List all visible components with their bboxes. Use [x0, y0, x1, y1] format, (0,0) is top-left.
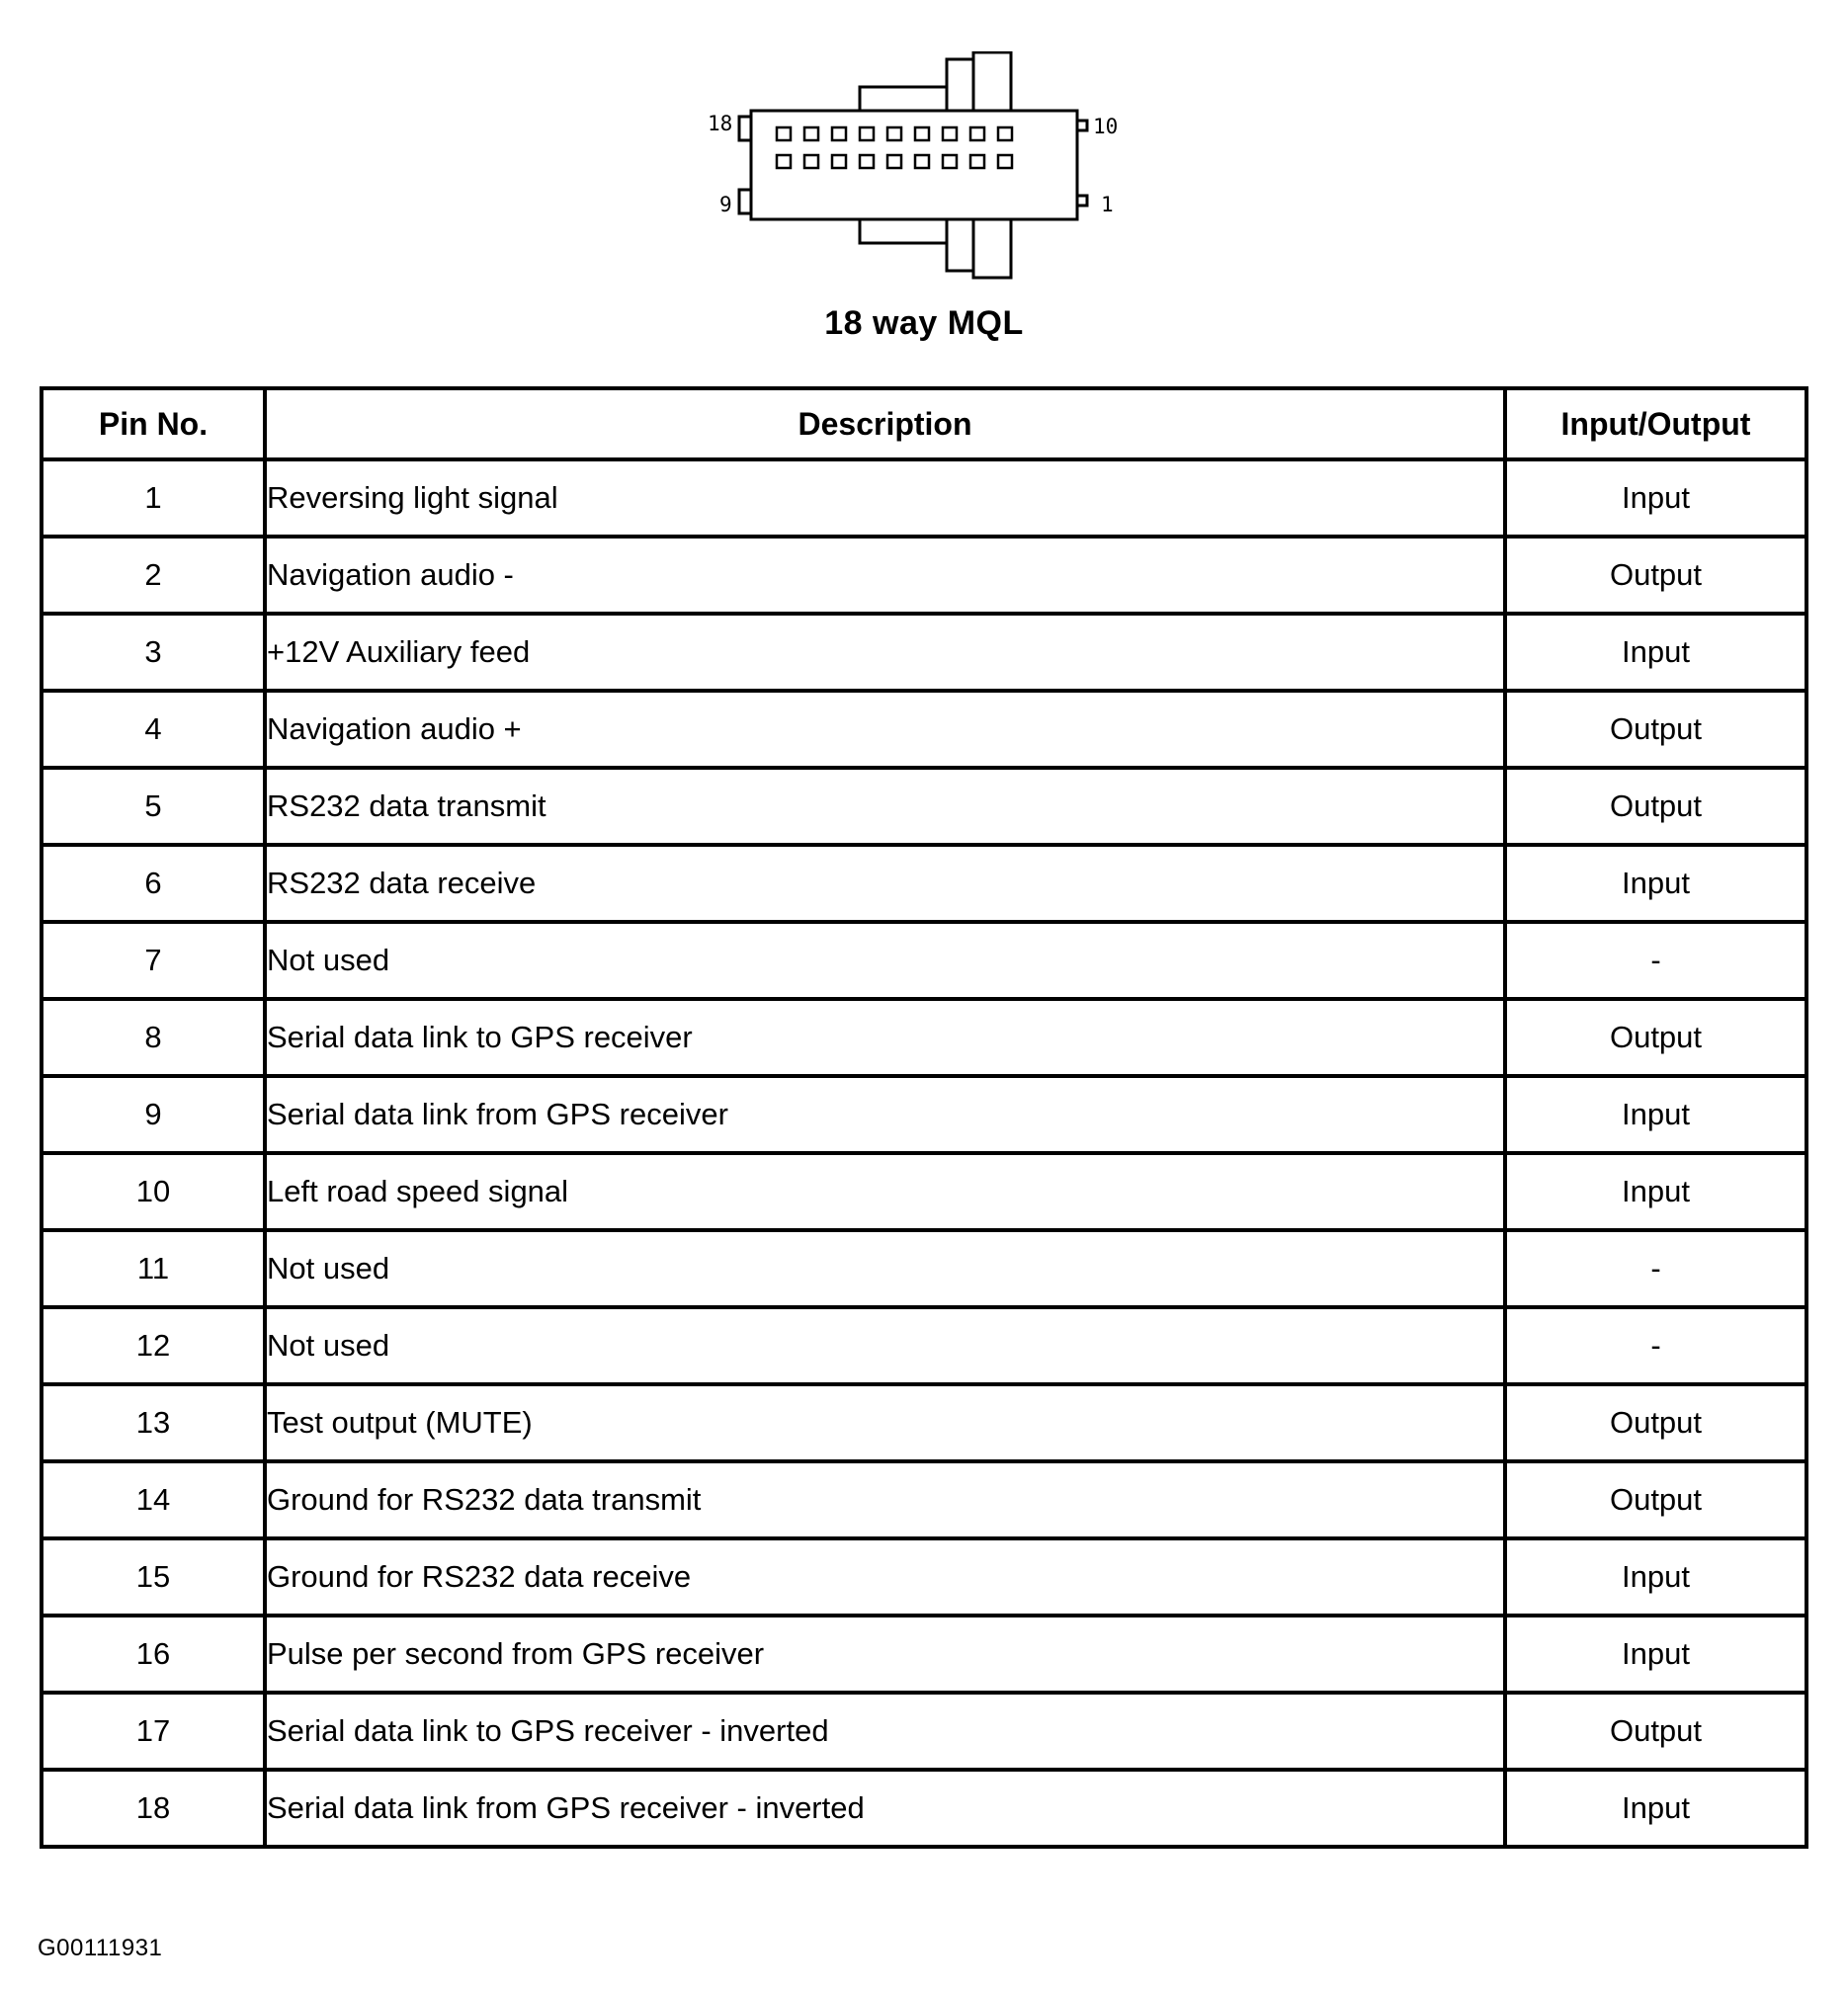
pinout-table — [40, 386, 1808, 1849]
table-header-row — [42, 388, 1806, 459]
description-cell: Navigation audio + — [265, 691, 1505, 768]
description-cell: RS232 data transmit — [265, 768, 1505, 845]
pin-no-cell: 3 — [42, 614, 265, 691]
connector-drawing — [692, 51, 1156, 289]
table-row — [42, 922, 1806, 999]
pin-no-cell: 16 — [42, 1616, 265, 1693]
pinout-table-body — [42, 459, 1806, 1847]
pin-no-cell: 11 — [42, 1230, 265, 1307]
table-row — [42, 845, 1806, 922]
pin-no-cell: 1 — [42, 459, 265, 537]
header-description: Description — [265, 388, 1505, 459]
connector-pin-cavity — [915, 127, 929, 140]
description-cell: Test output (MUTE) — [265, 1384, 1505, 1461]
input-output-cell: Input — [1505, 459, 1806, 537]
input-output-cell: Output — [1505, 1693, 1806, 1770]
table-row — [42, 1461, 1806, 1538]
connector-pin-cavity — [998, 127, 1012, 140]
description-cell: RS232 data receive — [265, 845, 1505, 922]
pin-no-cell: 8 — [42, 999, 265, 1076]
input-output-cell: Output — [1505, 1384, 1806, 1461]
pin-no-cell: 10 — [42, 1153, 265, 1230]
connector-left-latch-top — [739, 117, 751, 140]
input-output-cell: Input — [1505, 845, 1806, 922]
description-cell: Serial data link to GPS receiver - inverted — [265, 1693, 1505, 1770]
table-row — [42, 1076, 1806, 1153]
connector-label-bottom-left: 9 — [719, 193, 732, 216]
table-row — [42, 1230, 1806, 1307]
input-output-cell: Output — [1505, 768, 1806, 845]
description-cell: Serial data link to GPS receiver — [265, 999, 1505, 1076]
input-output-cell: - — [1505, 1307, 1806, 1384]
connector-pin-cavity — [832, 155, 846, 168]
connector-pin-cavity — [804, 155, 818, 168]
connector-pin-cavity — [832, 127, 846, 140]
pin-no-cell: 5 — [42, 768, 265, 845]
input-output-cell: Input — [1505, 1076, 1806, 1153]
connector-pin-cavity — [887, 127, 901, 140]
input-output-cell: - — [1505, 922, 1806, 999]
table-row — [42, 614, 1806, 691]
table-row — [42, 537, 1806, 614]
pin-no-cell: 17 — [42, 1693, 265, 1770]
connector-pin-cavity — [915, 155, 929, 168]
description-cell: Not used — [265, 1230, 1505, 1307]
input-output-cell: Input — [1505, 1538, 1806, 1616]
description-cell: Ground for RS232 data receive — [265, 1538, 1505, 1616]
connector-top-tab-large — [973, 52, 1011, 113]
input-output-cell: Input — [1505, 1770, 1806, 1847]
table-row — [42, 768, 1806, 845]
input-output-cell: Output — [1505, 691, 1806, 768]
description-cell: Not used — [265, 1307, 1505, 1384]
pin-no-cell: 14 — [42, 1461, 265, 1538]
description-cell: Serial data link from GPS receiver — [265, 1076, 1505, 1153]
connector-label-top-right: 10 — [1093, 115, 1119, 138]
connector-diagram — [0, 0, 1848, 289]
connector-label-top-left: 18 — [708, 112, 733, 135]
table-row — [42, 1538, 1806, 1616]
header-input-output: Input/Output — [1505, 388, 1806, 459]
pin-no-cell: 12 — [42, 1307, 265, 1384]
table-row — [42, 1384, 1806, 1461]
connector-pin-cavity — [777, 127, 791, 140]
pin-no-cell: 4 — [42, 691, 265, 768]
description-cell: Ground for RS232 data transmit — [265, 1461, 1505, 1538]
connector-pin-cavity — [970, 155, 984, 168]
figure-id: G00111931 — [38, 1935, 163, 1961]
connector-pin-cavity — [887, 155, 901, 168]
table-row — [42, 1693, 1806, 1770]
pin-no-cell: 15 — [42, 1538, 265, 1616]
table-row — [42, 1770, 1806, 1847]
connector-pin-cavity — [804, 127, 818, 140]
table-row — [42, 1307, 1806, 1384]
header-pin-no: Pin No. — [42, 388, 265, 459]
description-cell: Reversing light signal — [265, 459, 1505, 537]
input-output-cell: Output — [1505, 999, 1806, 1076]
input-output-cell: Output — [1505, 537, 1806, 614]
input-output-cell: Input — [1505, 1616, 1806, 1693]
input-output-cell: - — [1505, 1230, 1806, 1307]
connector-pin-cavity — [970, 127, 984, 140]
connector-pin-cavity — [998, 155, 1012, 168]
input-output-cell: Input — [1505, 1153, 1806, 1230]
description-cell: Left road speed signal — [265, 1153, 1505, 1230]
input-output-cell: Output — [1505, 1461, 1806, 1538]
description-cell: Serial data link from GPS receiver - inverted — [265, 1770, 1505, 1847]
description-cell: Not used — [265, 922, 1505, 999]
connector-pin-cavity — [777, 155, 791, 168]
table-row — [42, 1616, 1806, 1693]
table-row — [42, 1153, 1806, 1230]
connector-bottom-tab-large — [973, 217, 1011, 278]
connector-pin-cavity — [943, 155, 957, 168]
table-row — [42, 999, 1806, 1076]
connector-caption: 18 way MQL — [824, 304, 1024, 342]
connector-label-bottom-right: 1 — [1101, 193, 1114, 216]
pin-no-cell: 6 — [42, 845, 265, 922]
description-cell: Navigation audio - — [265, 537, 1505, 614]
pin-no-cell: 13 — [42, 1384, 265, 1461]
connector-pin-cavity — [943, 127, 957, 140]
description-cell: Pulse per second from GPS receiver — [265, 1616, 1505, 1693]
pin-no-cell: 18 — [42, 1770, 265, 1847]
table-row — [42, 691, 1806, 768]
connector-pin-cavity — [860, 155, 874, 168]
table-row — [42, 459, 1806, 537]
connector-left-latch-bottom — [739, 190, 751, 213]
pin-no-cell: 7 — [42, 922, 265, 999]
input-output-cell: Input — [1505, 614, 1806, 691]
pin-no-cell: 2 — [42, 537, 265, 614]
description-cell: +12V Auxiliary feed — [265, 614, 1505, 691]
pin-no-cell: 9 — [42, 1076, 265, 1153]
connector-pin-cavity — [860, 127, 874, 140]
